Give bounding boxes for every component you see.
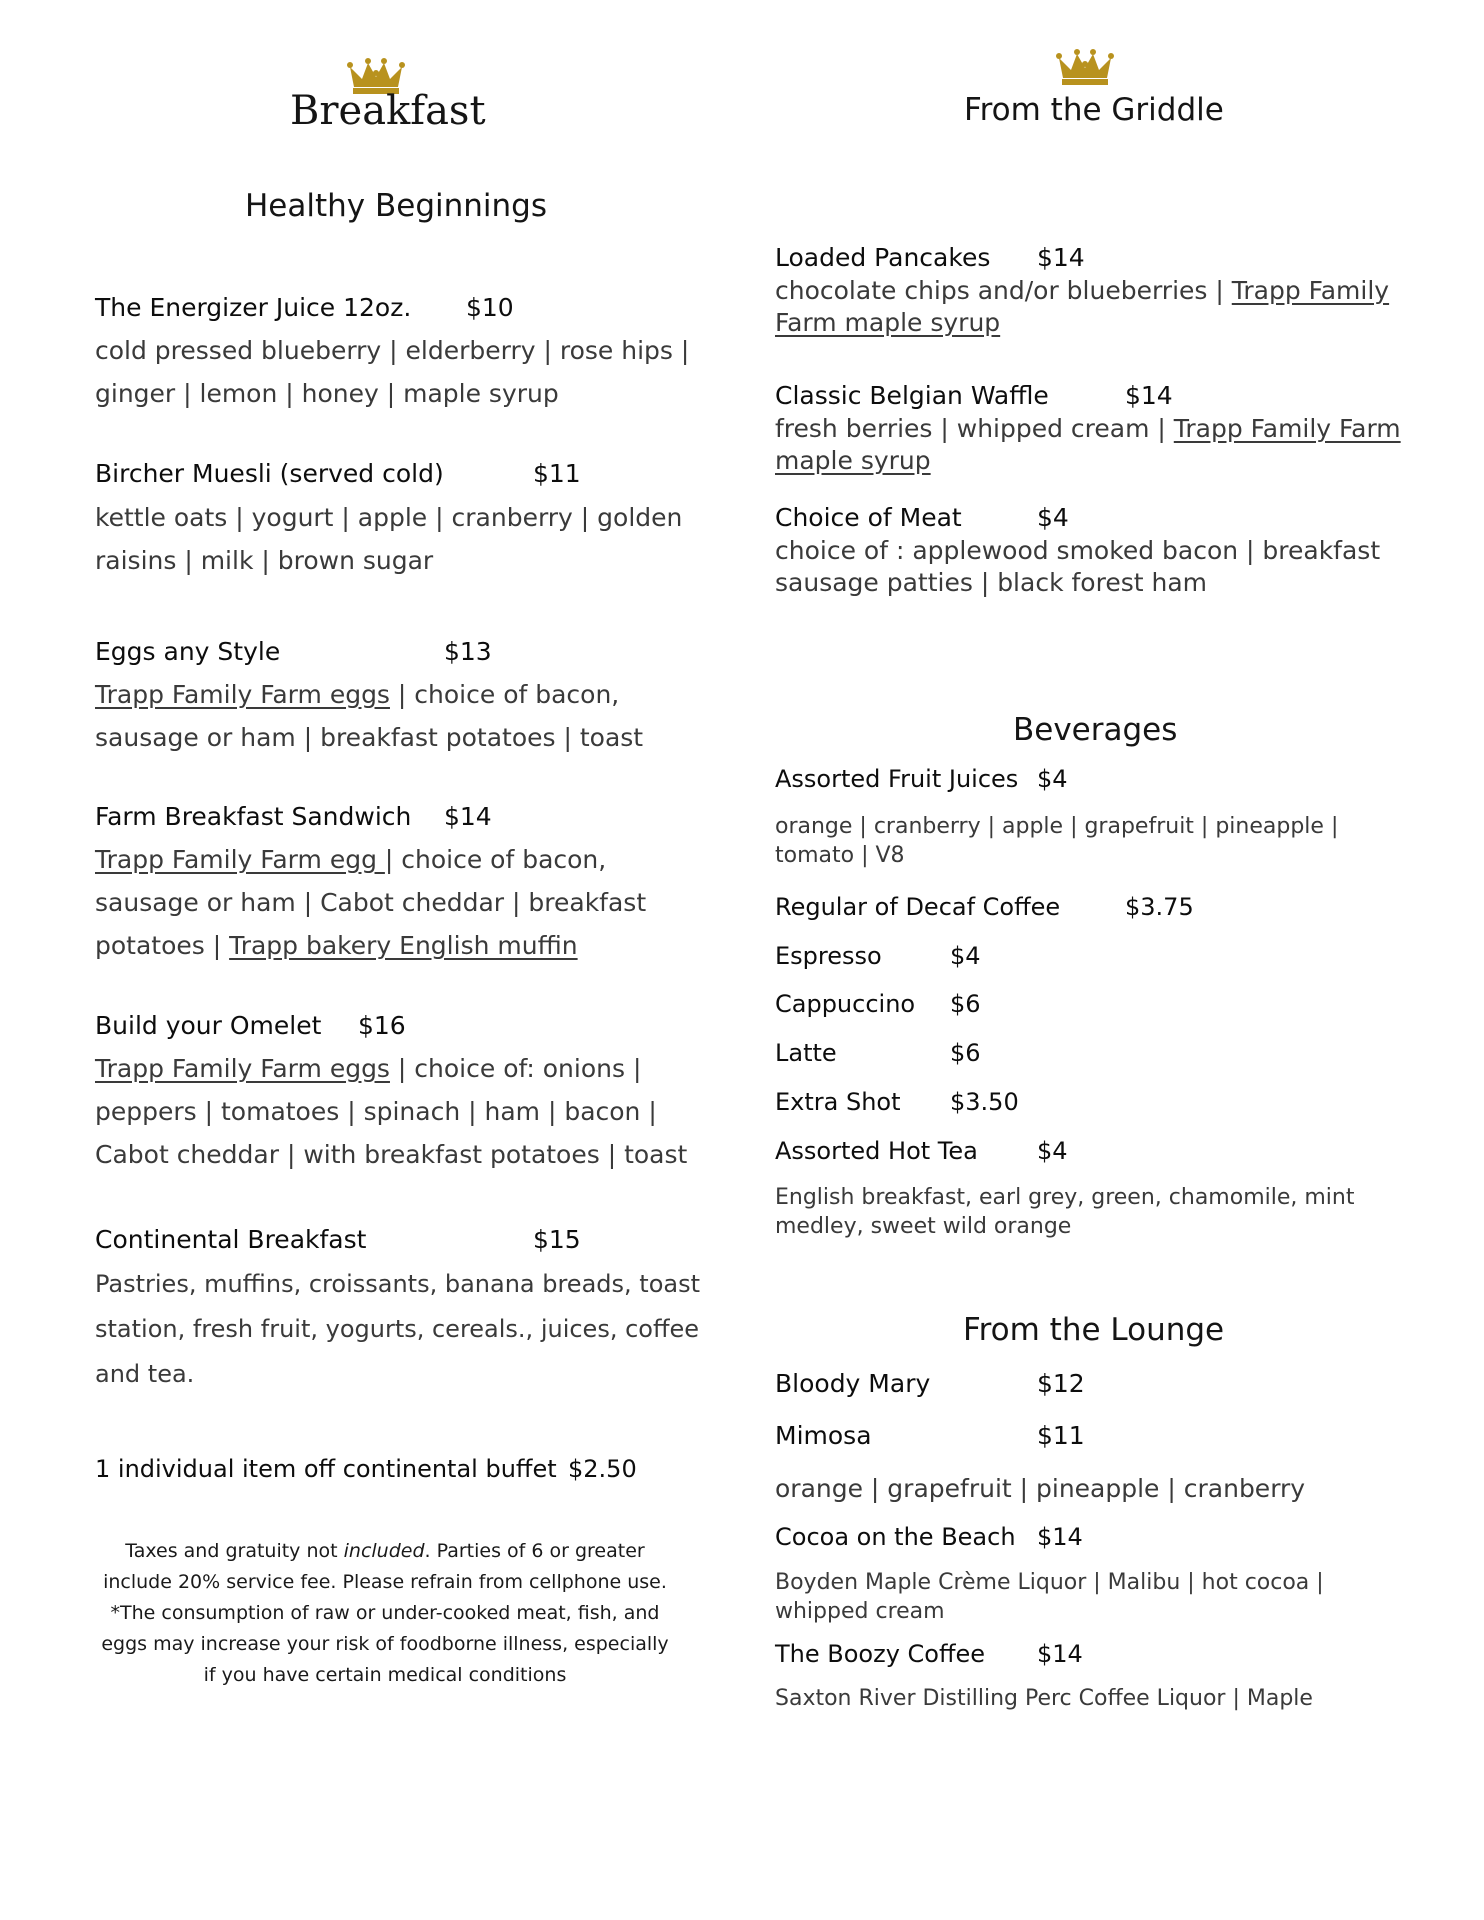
item-name: Eggs any Style xyxy=(95,637,281,666)
item-price: $4 xyxy=(950,942,981,970)
item-name: Build your Omelet xyxy=(95,1011,322,1040)
item-price: $4 xyxy=(1037,765,1068,793)
item-description: Boyden Maple Crème Liquor | Malibu | hot cocoa | whipped cream xyxy=(775,1570,1324,1624)
heading-beverages: Beverages xyxy=(1013,712,1178,748)
item-description: chocolate chips and/or blueberries | Trapp Family Farm maple syrup xyxy=(775,276,1390,337)
logo-wordmark: Breakfast xyxy=(290,88,486,134)
item-description: choice of : applewood smoked bacon | breakfast sausage patties | black forest ham xyxy=(775,536,1381,597)
item-name: 1 individual item off continental buffet xyxy=(95,1455,557,1483)
item-name: Espresso xyxy=(775,942,882,970)
item-price: $14 xyxy=(1037,1523,1083,1551)
item-name: Regular of Decaf Coffee xyxy=(775,893,1061,921)
item-name: Continental Breakfast xyxy=(95,1225,367,1254)
item-price: $14 xyxy=(1125,381,1173,410)
item-price: $6 xyxy=(950,1039,981,1067)
item-price: $11 xyxy=(1037,1421,1085,1450)
item-price: $11 xyxy=(533,459,581,488)
item-name: Mimosa xyxy=(775,1421,872,1450)
item-description: fresh berries | whipped cream | Trapp Family Farm maple syrup xyxy=(775,414,1401,475)
heading-from-the-lounge: From the Lounge xyxy=(963,1312,1225,1348)
item-price: $15 xyxy=(533,1225,581,1254)
item-name: The Boozy Coffee xyxy=(775,1640,986,1668)
item-price: $10 xyxy=(466,293,514,322)
item-price: $14 xyxy=(1037,243,1085,272)
item-price: $13 xyxy=(444,637,492,666)
item-description: Trapp Family Farm eggs | choice of bacon, sausage or ham | breakfast potatoes | toast xyxy=(95,680,644,752)
item-name: Cappuccino xyxy=(775,990,916,1018)
farm-link[interactable]: Trapp Family Farm egg xyxy=(95,845,385,874)
item-description: orange | cranberry | apple | grapefruit | pineapple | tomato | V8 xyxy=(775,814,1339,868)
item-name: Loaded Pancakes xyxy=(775,243,991,272)
crown-icon xyxy=(1053,46,1117,86)
item-description: cold pressed blueberry | elderberry | rose hips | ginger | lemon | honey | maple syrup xyxy=(95,336,690,408)
farm-link[interactable]: Trapp Family Farm eggs xyxy=(95,680,390,709)
item-price: $3.75 xyxy=(1125,893,1194,921)
item-price: $16 xyxy=(358,1011,406,1040)
item-description: kettle oats | yogurt | apple | cranberry | golden raisins | milk | brown sugar xyxy=(95,503,683,575)
farm-link[interactable]: Trapp Family Farm eggs xyxy=(95,1054,390,1083)
item-name: Farm Breakfast Sandwich xyxy=(95,802,412,831)
item-name: Cocoa on the Beach xyxy=(775,1523,1016,1551)
item-description: Saxton River Distilling Perc Coffee Liquor | Maple xyxy=(775,1686,1313,1711)
item-name: Assorted Hot Tea xyxy=(775,1137,978,1165)
disclaimer-note: Taxes and gratuity not included. Parties of 6 or greater include 20% service fee. Please refrain from cellphone use. *The consumption of raw or under-cooked meat, fish, and eggs may increase your risk of foodborne illness, especially if you have certain medical conditions xyxy=(101,1540,669,1686)
item-description: Trapp Family Farm egg | choice of bacon, sausage or ham | Cabot cheddar | breakfast potatoes | Trapp bakery English muffin xyxy=(95,845,647,960)
item-price: $14 xyxy=(444,802,492,831)
farm-link[interactable]: Farm maple syrup xyxy=(775,308,1001,337)
item-price: $6 xyxy=(950,990,981,1018)
heading-healthy-beginnings: Healthy Beginnings xyxy=(245,188,548,224)
item-name: Bircher Muesli (served cold) xyxy=(95,459,444,488)
item-price: $4 xyxy=(1037,1137,1068,1165)
farm-link[interactable]: Trapp Family xyxy=(1231,276,1390,305)
bakery-link[interactable]: Trapp bakery English muffin xyxy=(229,931,578,960)
item-price: $2.50 xyxy=(568,1455,637,1483)
item-description: Trapp Family Farm eggs | choice of: onions | peppers | tomatoes | spinach | ham | bacon | Cabot cheddar | with breakfast potatoes | toast xyxy=(95,1054,688,1169)
farm-link[interactable]: maple syrup xyxy=(775,446,931,475)
item-price: $3.50 xyxy=(950,1088,1019,1116)
item-price: $4 xyxy=(1037,503,1069,532)
item-description: English breakfast, earl grey, green, chamomile, mint medley, sweet wild orange xyxy=(775,1185,1355,1239)
farm-link[interactable]: Trapp Family Farm xyxy=(1173,414,1401,443)
item-name: Bloody Mary xyxy=(775,1369,931,1398)
item-name: The Energizer Juice 12oz. xyxy=(95,293,412,322)
item-price: $14 xyxy=(1037,1640,1083,1668)
heading-from-the-griddle: From the Griddle xyxy=(964,92,1224,128)
item-name: Extra Shot xyxy=(775,1088,901,1116)
item-description: Pastries, muffins, croissants, banana breads, toast station, fresh fruit, yogurts, cereals., juices, coffee and tea. xyxy=(95,1270,700,1388)
item-name: Assorted Fruit Juices xyxy=(775,765,1019,793)
item-name: Choice of Meat xyxy=(775,503,962,532)
item-description: orange | grapefruit | pineapple | cranberry xyxy=(775,1474,1306,1503)
item-name: Classic Belgian Waffle xyxy=(775,381,1049,410)
item-name: Latte xyxy=(775,1039,837,1067)
item-price: $12 xyxy=(1037,1369,1085,1398)
